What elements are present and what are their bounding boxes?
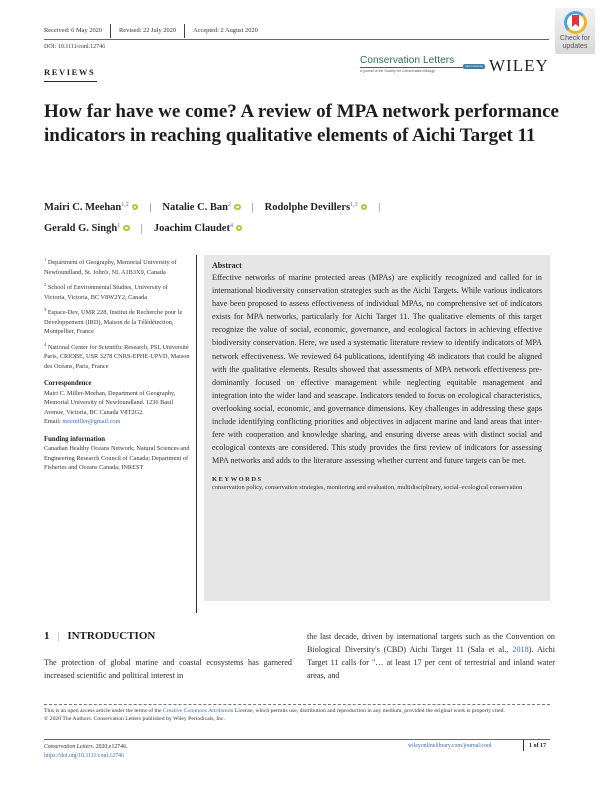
accepted-date: Accepted: 2 August 2020 [193,27,258,34]
check-updates-label: Check for updates [560,35,590,50]
section-underline [44,81,97,82]
funding-heading: Funding information [44,435,105,443]
author[interactable]: Natalie C. Ban$^2$ [162,202,240,213]
check-for-updates-button[interactable] [555,8,595,54]
orcid-icon[interactable] [132,204,139,211]
section-title: INTRODUCTION [67,630,156,642]
orcid-icon[interactable] [234,204,241,211]
abstract-heading: Abstract [212,261,242,270]
author-list [44,196,544,238]
column-divider [196,255,197,613]
correspondence-heading: Correspondence [44,380,92,388]
orcid-icon[interactable] [361,204,368,211]
email-link[interactable]: mecmiller@gmail.com [62,418,121,426]
cc-license-link[interactable]: Creative Commons Attribution [162,708,234,714]
keywords-list: conservation policy, conservation strategies, monitoring and evaluation, multidisciplinary, social–ecological conservation [212,484,523,492]
article-dates [44,23,266,39]
journal-site-link[interactable]: wileyonlinelibrary.com/journal/conl [408,743,492,749]
affiliation-ref[interactable]: 1,2 [121,202,129,208]
doi-link[interactable]: https://doi.org/10.1111/conl.12746 [44,752,124,759]
author[interactable]: Rodolphe Devillers$^{1,3}$ [265,202,367,213]
orcid-icon[interactable] [123,225,130,232]
intro-paragraph-right: the last decade, driven by international targets such as the Convention on Biological Diversity's (CBD) Aichi Target 11 (Sala et al., 2018). Aichi Target 11 calls for "… at least 17 per cent of terrestrial and inland water areas, and [307,632,555,681]
publisher-logo[interactable]: WILEY [489,56,549,75]
citation-link[interactable]: 2018 [512,645,529,655]
author-separator: | [140,223,143,234]
journal-logo-rule [360,67,465,68]
journal-name: Conservation Letters [360,55,455,66]
author[interactable]: Mairi C. Meehan$^{1,2}$ [44,202,138,213]
introduction-heading [44,630,155,642]
author-separator: | [378,202,381,213]
revised-date: Revised: 22 July 2020 [111,24,185,38]
license-divider [44,704,550,705]
journal-tagline: A journal of the Society for Conservation Biology [360,69,435,73]
abstract-box [204,255,550,601]
sidebar-column [44,255,190,473]
abstract-text: Effective networks of marine protected areas (MPAs) are explicitly recognized and called for in international biodiversity conservation strategies such as the Aichi Targets. While various indicators have been proposed to assess effectiveness of individual MPAs, no comprehensive set of indicators exists for MPA networks, particularly for Aichi Target 11. The qualitative elements of this target recognize the value of social, economic, governance, and ecological factors in achieving effective biodiversity conservation. Here, we used a systematic literature review to identify indicators of MPA network effectiveness. We reviewed 64 publications, identifying 48 indicators that could be aligned with the qualitative elements. Results showed that assessments of MPA network effectiveness predominantly focused on effective management while neglecting equitable management and integration into the wider land and seascape. Indicators tended to focus on ecological characteristics, overlooking social, economic, and governance dimensions. Key challenges in addressing these gaps include identifying conflicting priorities and objectives in adjacent marine and land areas that interfere with cooperation and knowledge sharing, and ensuring diverse areas with distinct social and ecological contexts are considered. This study provides the first review of indicators for assessing MPA networks and adds to the literature assessing whether current and future targets can be met. [212,273,542,466]
affiliation: $^1$ Department of Geography, Memorial University of Newfoundland, St. John's, NL A1B3X9, Canada [44,257,177,276]
intro-paragraph-left: The protection of global marine and coastal ecosystems has garnered increased scientific and political interest in [44,658,292,681]
author-separator: | [251,202,254,213]
affiliation-ref[interactable]: 1,3 [350,202,358,208]
keywords-heading: KEYWORDS [212,476,263,484]
funding-text: Canadian Healthy Oceans Network; Natural Sciences and Engineering Research Council of Canada; Department of Fisheries and Oceans Canada; INREST [44,445,190,472]
affiliation-ref[interactable]: 4 [229,223,233,229]
heading-separator: | [57,631,60,641]
affiliation: $^4$ National Center for Scientific Research, PSL Université Paris, CRIOBE, USR 3278 CNRS-EPHE-UPVD, Maison des Océans, Paris, France [44,341,190,370]
orcid-icon[interactable] [236,225,243,232]
header-divider [44,39,549,40]
footer-divider [44,739,550,740]
correspondence-text: Mairi C. Miller-Meehan, Department of Geography, Memorial University of Newfoundland. 1236 Basil Avenue, Victoria, BC Canada V8T2G2. Email: mecmiller@gmail.com [44,389,176,426]
section-label: REVIEWS [44,67,96,77]
author-separator: | [149,202,152,213]
open-access-badge: Open Access [463,64,485,69]
footer-separator [523,740,524,751]
copyright: © 2020 The Authors. Conservation Letters published by Wiley Periodicals, Inc. [44,716,225,723]
author[interactable]: Joachim Claudet$^4$ [154,223,243,234]
affiliation-ref[interactable]: 1 [117,223,121,229]
doi: DOI: 10.1111/conl.12746 [44,44,106,50]
article-title: How far have we come? A review of MPA network performance indicators in reaching qualitative elements of Aichi Target 11 [44,101,559,146]
affiliation: $^2$ School of Environmental Studies, University of Victoria, Victoria, BC V8W2Y2, Canada [44,282,168,301]
affiliation-ref[interactable]: 2 [228,202,232,208]
page-number: 1 of 17 [529,743,546,749]
footer-citation: Conservation Letters. 2020;e12746. https://doi.org/10.1111/conl.12746 [44,744,128,759]
author[interactable]: Gerald G. Singh$^1$ [44,223,130,234]
received-date: Received: 6 May 2020 [44,24,111,38]
affiliation: $^3$ Espace-Dev, UMR 228, Institut de Recherche pour le Développement (IRD), Maison de la Télédétection, Montpellier, France [44,307,183,336]
section-number: 1 [44,630,50,642]
license-note: This is an open access article under the terms of the Creative Commons Attribution License, which permits use, distribution and reproduction in any medium, provided the original work is properly cited. © 2020 The Authors. Conservation Letters published by Wiley Periodicals, Inc. [44,708,505,723]
journal-logo[interactable] [360,55,465,73]
